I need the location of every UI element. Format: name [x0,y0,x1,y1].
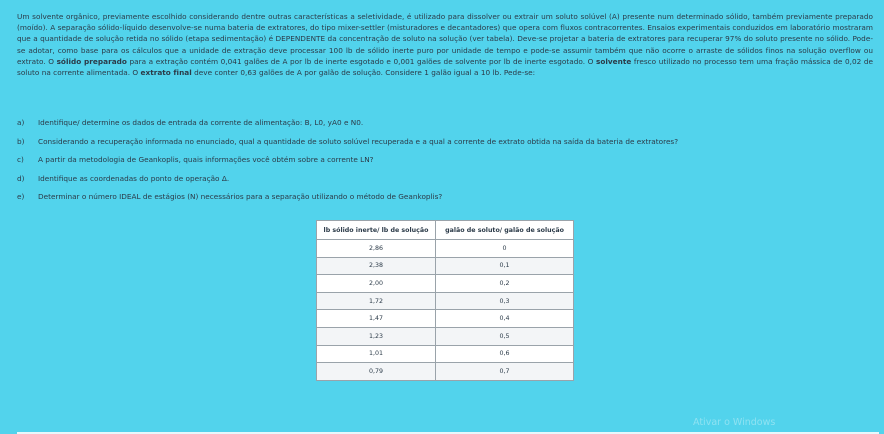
question-label: c) [17,155,24,164]
problem-text-4: deve conter 0,63 galões de A por galão de solução. Considere 1 galão igual a 10 lb. Pede-se: [191,68,536,78]
question-text: Determinar o número IDEAL de estágios (N) necessários para a separação utilizando o método de Geankoplis? [38,192,443,201]
problem-bold-solvent: solvente [595,56,632,66]
table-cell: 1,72 [317,292,436,310]
question-text: Identifique as coordenadas do ponto de operação Δ. [38,173,230,183]
problem-bold-extract: extrato final [140,68,192,78]
table-cell: 0,6 [436,345,574,363]
table-row [317,292,574,310]
question-label: b) [17,136,25,146]
table-row [317,345,574,363]
table-cell: 0,3 [436,292,574,310]
column-header-inert-solid: lb sólido inerte/ lb de solução [317,221,436,240]
question-item [17,154,873,173]
table-row [317,310,574,328]
question-item [17,136,873,155]
table-row [317,240,574,258]
problem-statement [17,11,873,78]
table-cell: 1,47 [317,310,436,328]
question-text: A partir da metodologia de Geankoplis, quais informações você obtém sobre a corrente LN? [38,155,374,164]
activation-watermark: Ativar o Windows [693,417,776,428]
table-cell: 1,23 [317,327,436,345]
table-row [317,363,574,381]
column-header-solute: galão de soluto/ galão de solução [436,221,574,240]
table-row [317,275,574,293]
table-row [317,327,574,345]
table-cell: 0,7 [436,363,574,381]
table-row [317,257,574,275]
question-label: d) [17,173,25,183]
question-label: e) [17,192,25,201]
problem-text-1: Um solvente orgânico, previamente escolhido considerando dentre outras características a seletividade, é utilizado para dissolver ou extrair um soluto solúvel (A) presente num determinado sólido, também previamente preparado (moído). A separação sólido-líquido desenvolve-se numa bateria de extratores, do tipo mixer-settler (misturadores e decantadores) que opera com fluxos contracorrentes. Ensaios experimentais conduzidos em laboratório mostraram que a quantidade de solução retida no sólido (etapa sedimentação) é DEPENDENTE da concentração de soluto na solução (ver tabela). Deve-se projetar a bateria de extratores para recuperar 97% do soluto presente no sólido. Pode-se adotar, como base para os cálculos que a unidade de extração deve processar 100 lb de sólido inerte puro por unidade de tempo e pode-se assumir também que não ocorre o arraste de sólidos finos na solução overflow ou extrato. O [17,12,873,66]
question-text: Considerando a recuperação informada no enunciado, qual a quantidade de soluto solúvel recuperada e a qual a corrente de extrato obtida na saída da bateria de extratores? [38,136,679,146]
question-item [17,173,873,192]
table-cell: 2,38 [317,257,436,275]
problem-text-2: para a extração contém 0,041 galões de A por lb de inerte esgotado e 0,001 galões de solvente por lb de inerte esgotado. O [126,56,596,66]
retention-table [316,220,574,381]
question-item [17,191,873,210]
problem-text-3: fresco utilizado no processo tem uma fração mássica de 0,02 de soluto na corrente alimentada. O [17,56,874,78]
table-cell: 1,01 [317,345,436,363]
table-cell: 0,79 [317,363,436,381]
table-cell: 0,5 [436,327,574,345]
table-cell: 0,4 [436,310,574,328]
question-item [17,117,873,136]
table-header-row [317,221,574,240]
question-text: Identifique/ determine os dados de entrada da corrente de alimentação: B, L0, yA0 e N0. [38,118,364,127]
table-cell: 2,00 [317,275,436,293]
table-cell: 2,86 [317,240,436,258]
table-cell: 0,1 [436,257,574,275]
problem-bold-solid: sólido preparado [56,56,127,66]
question-label: a) [17,118,25,127]
question-list [17,117,873,210]
table-cell: 0 [436,240,574,258]
table-cell: 0,2 [436,275,574,293]
